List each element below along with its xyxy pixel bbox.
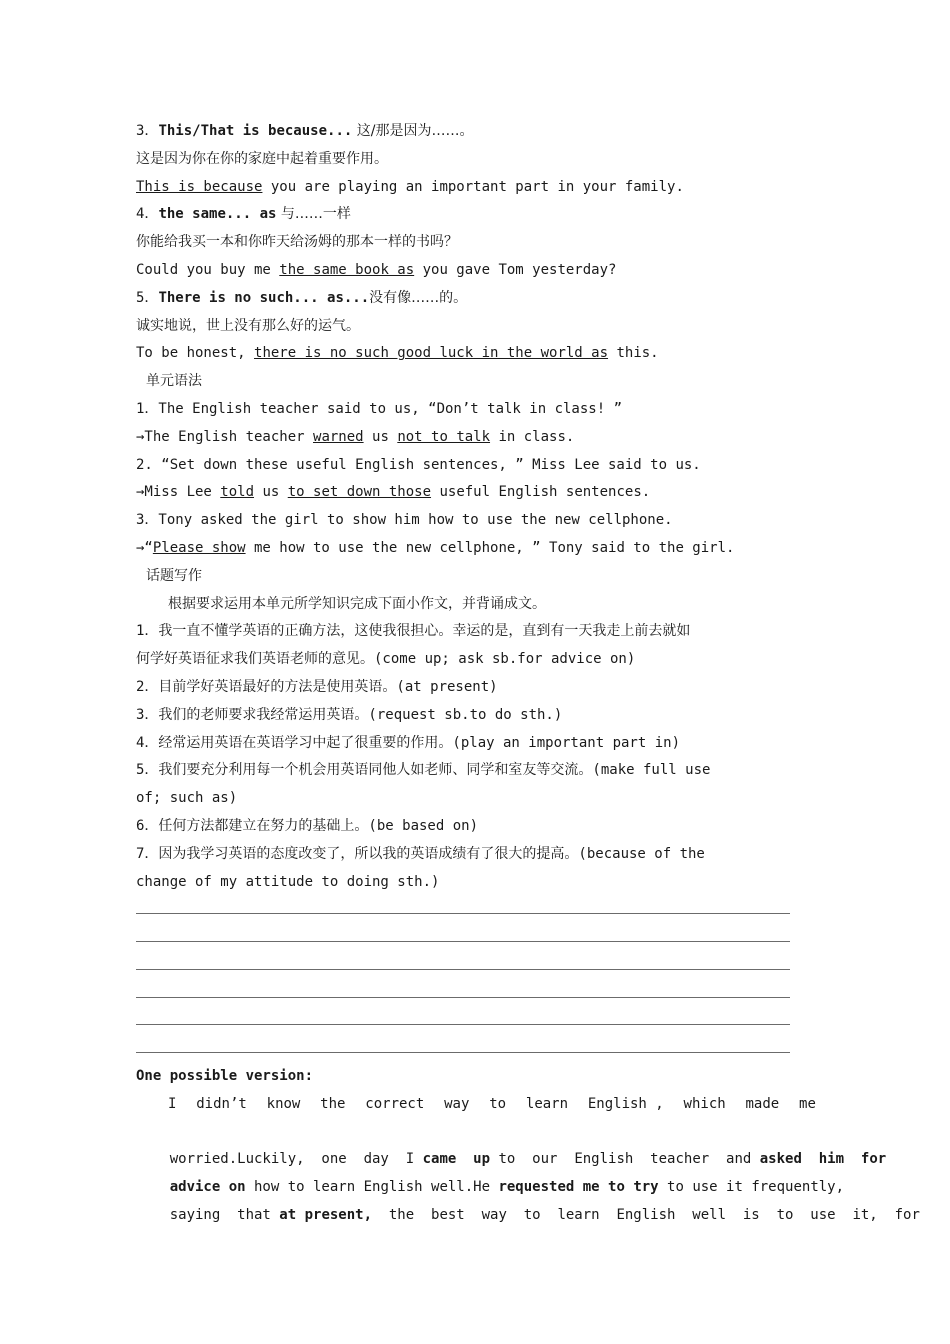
- phrase-5-example-en: To be honest, there is no such good luck in the world as this.: [136, 345, 659, 362]
- grammar-item-2-question: 2. “Set down these useful English sentences, ” Miss Lee said to us.: [136, 456, 701, 473]
- writing-item-line: 4．经常运用英语在英语学习中起了很重要的作用。(play an important part in): [136, 734, 681, 751]
- version-line-4: saying that at present, the best way to learn English well is to use it, for: [169, 1207, 920, 1224]
- phrase-3-example-en: This is because you are playing an important part in your family.: [136, 178, 684, 195]
- writing-item-line: 2．目前学好英语最好的方法是使用英语。(at present): [136, 678, 498, 695]
- answer-blank-line[interactable]: [136, 896, 816, 924]
- grammar-item-1-question: 1．The English teacher said to us, “Don’t talk in class! ”: [136, 400, 623, 417]
- phrase-3-heading: 3．This/That is because... 这/那是因为……。: [136, 123, 474, 139]
- answer-blank-line[interactable]: [136, 1035, 816, 1063]
- phrase-4-key: the same... as: [158, 206, 277, 223]
- version-line-1: I didn’t know the correct way to learn English , which made me: [168, 1095, 816, 1112]
- answer-blank-line[interactable]: [136, 924, 816, 952]
- phrase-3-example-zh: 这是因为你在你的家庭中起着重要作用。: [136, 150, 388, 167]
- phrase-4-heading: 4．the same... as 与……一样: [136, 206, 351, 223]
- phrase-5-heading: 5．There is no such... as...没有像……的。: [136, 289, 468, 306]
- writing-item-line: change of my attitude to doing sth.): [136, 873, 440, 890]
- writing-intro: 根据要求运用本单元所学知识完成下面小作文，并背诵成文。: [168, 595, 546, 612]
- version-line-3: advice on how to learn English well.He requested me to try to use it frequently,: [169, 1179, 845, 1196]
- version-line-2: worried.Luckily, one day I came up to our English teacher and asked him for: [169, 1151, 887, 1168]
- grammar-item-2-answer: →Miss Lee told us to set down those useful English sentences.: [136, 484, 651, 501]
- writing-item-line: 6．任何方法都建立在努力的基础上。(be based on): [136, 817, 479, 834]
- document-page: [136, 118, 920, 1224]
- writing-item-line: of; such as): [136, 790, 238, 807]
- writing-item-line: 何学好英语征求我们英语老师的意见。(come up; ask sb.for advice on): [136, 651, 636, 668]
- writing-item-line: 5．我们要充分利用每一个机会用英语同他人如老师、同学和室友等交流。(make full use: [136, 762, 711, 779]
- writing-item-line: 7．因为我学习英语的态度改变了，所以我的英语成绩有了很大的提高。(because of the: [136, 845, 705, 862]
- answer-blank-line[interactable]: [136, 952, 816, 980]
- phrase-5-key: There is no such... as...: [158, 289, 370, 306]
- grammar-item-3-question: 3．Tony asked the girl to show him how to use the new cellphone.: [136, 512, 673, 529]
- phrase-4-example-en: Could you buy me the same book as you gave Tom yesterday?: [136, 261, 617, 278]
- grammar-item-3-answer: →“Please show me how to use the new cellphone, ” Tony said to the girl.: [136, 539, 735, 556]
- writing-item-line: 3．我们的老师要求我经常运用英语。(request sb.to do sth.): [136, 706, 563, 723]
- answer-blank-line[interactable]: [136, 1008, 816, 1036]
- writing-item-line: 1．我一直不懂学英语的正确方法，这使我很担心。幸运的是，直到有一天我走上前去就如: [136, 623, 691, 640]
- phrase-4-example-zh: 你能给我买一本和你昨天给汤姆的那本一样的书吗？: [136, 234, 458, 251]
- phrase-5-example-zh: 诚实地说，世上没有那么好的运气。: [136, 317, 360, 334]
- phrase-3-key: This/That is because...: [158, 123, 353, 139]
- version-heading: One possible version:: [136, 1068, 314, 1085]
- grammar-heading: 单元语法: [146, 373, 202, 390]
- answer-blank-line[interactable]: [136, 980, 816, 1008]
- writing-heading: 话题写作: [146, 567, 202, 584]
- grammar-item-1-answer: →The English teacher warned us not to talk in class.: [136, 428, 575, 445]
